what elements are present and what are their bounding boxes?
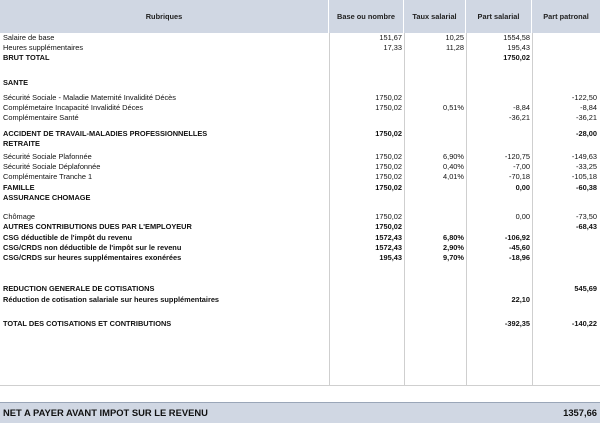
row-taux bbox=[404, 183, 464, 193]
row-taux bbox=[404, 295, 464, 305]
net-pay-row bbox=[0, 402, 600, 423]
row-label: CSG/CRDS sur heures supplémentaires exonérées bbox=[3, 253, 182, 262]
row-base bbox=[330, 139, 402, 149]
table-row bbox=[0, 103, 600, 113]
row-part-salarial: -7,00 bbox=[513, 162, 530, 171]
table-row bbox=[0, 222, 600, 232]
row-base: 1750,02 bbox=[375, 93, 402, 102]
row-part-salarial: -8,84 bbox=[513, 103, 530, 112]
row-part-patronal: -73,50 bbox=[576, 212, 597, 221]
table-row bbox=[0, 193, 600, 203]
row-taux bbox=[404, 64, 464, 74]
row-taux bbox=[404, 139, 464, 149]
table-row bbox=[0, 172, 600, 182]
row-part-salarial: -36,21 bbox=[509, 113, 530, 122]
row-taux bbox=[404, 193, 464, 203]
table-row bbox=[0, 113, 600, 123]
row-label bbox=[3, 64, 328, 74]
row-label: REDUCTION GENERALE DE COTISATIONS bbox=[3, 284, 155, 293]
row-base: 1750,02 bbox=[375, 103, 402, 112]
table-header bbox=[0, 0, 600, 33]
row-label: Salaire de base bbox=[3, 33, 55, 42]
row-part-salarial bbox=[466, 307, 530, 317]
row-label: Chômage bbox=[3, 212, 36, 221]
row-part-salarial bbox=[466, 222, 530, 232]
row-part-patronal: -33,25 bbox=[576, 162, 597, 171]
row-part-salarial: -106,92 bbox=[504, 233, 530, 242]
row-part-patronal bbox=[532, 243, 597, 253]
table-row bbox=[0, 284, 600, 294]
row-base: 1750,02 bbox=[375, 222, 402, 231]
row-part-salarial: -120,75 bbox=[504, 152, 530, 161]
row-part-patronal bbox=[532, 266, 597, 276]
row-label bbox=[3, 266, 328, 276]
row-part-salarial: -70,18 bbox=[509, 172, 530, 181]
row-base bbox=[330, 295, 402, 305]
row-part-patronal bbox=[532, 64, 597, 74]
row-part-salarial bbox=[466, 64, 530, 74]
table-row bbox=[0, 266, 600, 276]
table-row bbox=[0, 139, 600, 149]
row-part-patronal: 545,69 bbox=[574, 284, 597, 293]
row-base bbox=[330, 113, 402, 123]
table-row bbox=[0, 152, 600, 162]
row-taux bbox=[404, 53, 464, 63]
row-base bbox=[330, 193, 402, 203]
row-taux bbox=[404, 222, 464, 232]
table-row bbox=[0, 233, 600, 243]
row-label bbox=[3, 307, 328, 317]
row-part-patronal bbox=[532, 193, 597, 203]
table-row bbox=[0, 319, 600, 329]
table-row bbox=[0, 243, 600, 253]
row-taux: 10,25 bbox=[445, 33, 464, 42]
row-base: 151,67 bbox=[379, 33, 402, 42]
row-taux bbox=[404, 129, 464, 139]
row-base: 1572,43 bbox=[375, 233, 402, 242]
row-label: Sécurité Sociale - Maladie Maternité Invalidité Décès bbox=[3, 93, 176, 102]
row-part-salarial: 22,10 bbox=[511, 295, 530, 304]
row-base: 1750,02 bbox=[375, 129, 402, 138]
row-taux: 6,90% bbox=[443, 152, 464, 161]
row-part-patronal bbox=[532, 295, 597, 305]
row-label: FAMILLE bbox=[3, 183, 35, 192]
row-base bbox=[330, 266, 402, 276]
row-base: 1750,02 bbox=[375, 152, 402, 161]
row-label: Sécurité Sociale Plafonnée bbox=[3, 152, 92, 161]
row-part-salarial bbox=[466, 284, 530, 294]
row-base bbox=[330, 78, 402, 88]
header-base: Base ou nombre bbox=[329, 0, 403, 33]
row-part-salarial bbox=[466, 129, 530, 139]
row-base: 1750,02 bbox=[375, 162, 402, 171]
row-part-salarial: 0,00 bbox=[515, 212, 530, 221]
row-label: Complémentaire Tranche 1 bbox=[3, 172, 93, 181]
header-taux: Taux salarial bbox=[404, 0, 465, 33]
row-part-patronal bbox=[532, 78, 597, 88]
row-label: AUTRES CONTRIBUTIONS DUES PAR L'EMPLOYEUR bbox=[3, 222, 192, 231]
row-label: TOTAL DES COTISATIONS ET CONTRIBUTIONS bbox=[3, 319, 172, 328]
row-label: Heures supplémentaires bbox=[3, 43, 84, 52]
row-base: 195,43 bbox=[379, 253, 402, 262]
row-part-salarial: 0,00 bbox=[515, 183, 530, 192]
table-row bbox=[0, 78, 600, 88]
row-part-patronal: -60,38 bbox=[576, 183, 597, 192]
row-base bbox=[330, 64, 402, 74]
row-taux bbox=[404, 266, 464, 276]
row-part-patronal bbox=[532, 139, 597, 149]
header-part-patronal: Part patronal bbox=[532, 0, 600, 33]
row-part-patronal: -122,50 bbox=[571, 93, 597, 102]
header-part-salarial: Part salarial bbox=[466, 0, 531, 33]
row-label: BRUT TOTAL bbox=[3, 53, 50, 62]
table-row bbox=[0, 295, 600, 305]
table-row bbox=[0, 307, 600, 317]
row-part-patronal bbox=[532, 233, 597, 243]
row-part-salarial: -45,60 bbox=[509, 243, 530, 252]
row-base bbox=[330, 284, 402, 294]
row-base bbox=[330, 307, 402, 317]
row-part-salarial: 1750,02 bbox=[503, 53, 530, 62]
header-rubriques: Rubriques bbox=[0, 0, 328, 33]
row-part-patronal: -8,84 bbox=[580, 103, 597, 112]
row-label: SANTE bbox=[3, 78, 29, 87]
row-part-patronal bbox=[532, 307, 597, 317]
row-label: Réduction de cotisation salariale sur heures supplémentaires bbox=[3, 295, 220, 304]
row-base: 17,33 bbox=[383, 43, 402, 52]
row-taux bbox=[404, 212, 464, 222]
row-taux: 9,70% bbox=[443, 253, 464, 262]
row-label: Sécurité Sociale Déplafonnée bbox=[3, 162, 101, 171]
row-part-salarial bbox=[466, 193, 530, 203]
row-base bbox=[330, 319, 402, 329]
row-label: CSG/CRDS non déductible de l'impôt sur le revenu bbox=[3, 243, 182, 252]
row-part-patronal bbox=[532, 53, 597, 63]
row-label: ACCIDENT DE TRAVAIL-MALADIES PROFESSIONNELLES bbox=[3, 129, 208, 138]
table-row bbox=[0, 53, 600, 63]
row-part-salarial bbox=[466, 139, 530, 149]
row-part-salarial: -392,35 bbox=[504, 319, 530, 328]
table-row bbox=[0, 162, 600, 172]
row-part-patronal: -28,00 bbox=[576, 129, 597, 138]
row-part-salarial: 195,43 bbox=[507, 43, 530, 52]
row-base bbox=[330, 53, 402, 63]
row-base: 1750,02 bbox=[375, 212, 402, 221]
row-part-salarial bbox=[466, 93, 530, 103]
row-label: Complémetaire Incapacité Invalidité Déces bbox=[3, 103, 144, 112]
row-taux bbox=[404, 113, 464, 123]
row-taux bbox=[404, 319, 464, 329]
row-label: ASSURANCE CHOMAGE bbox=[3, 193, 91, 202]
row-part-salarial: 1554,58 bbox=[503, 33, 530, 42]
row-part-patronal bbox=[532, 43, 597, 53]
row-part-patronal: -68,43 bbox=[576, 222, 597, 231]
row-base: 1750,02 bbox=[375, 183, 402, 192]
row-part-patronal bbox=[532, 253, 597, 263]
row-label: CSG déductible de l'impôt du revenu bbox=[3, 233, 133, 242]
row-part-salarial: -18,96 bbox=[509, 253, 530, 262]
table-bottom-border bbox=[0, 385, 600, 386]
row-taux bbox=[404, 307, 464, 317]
table-row bbox=[0, 183, 600, 193]
row-taux: 4,01% bbox=[443, 172, 464, 181]
row-taux: 11,28 bbox=[446, 43, 464, 52]
table-row bbox=[0, 253, 600, 263]
row-part-patronal: -36,21 bbox=[576, 113, 597, 122]
table-row bbox=[0, 33, 600, 43]
row-part-salarial bbox=[466, 266, 530, 276]
row-taux bbox=[404, 78, 464, 88]
table-row bbox=[0, 212, 600, 222]
row-taux: 6,80% bbox=[443, 233, 464, 242]
row-taux bbox=[404, 284, 464, 294]
table-row bbox=[0, 64, 600, 74]
row-label: RETRAITE bbox=[3, 139, 40, 148]
row-part-patronal: -105,18 bbox=[571, 172, 597, 181]
row-part-patronal: -149,63 bbox=[571, 152, 597, 161]
row-part-patronal bbox=[532, 33, 597, 43]
net-pay-label: NET A PAYER AVANT IMPOT SUR LE REVENU bbox=[3, 407, 208, 418]
row-taux: 0,40% bbox=[443, 162, 464, 171]
row-taux bbox=[404, 93, 464, 103]
row-part-salarial bbox=[466, 78, 530, 88]
row-base: 1750,02 bbox=[375, 172, 402, 181]
row-taux: 2,90% bbox=[443, 243, 464, 252]
table-row bbox=[0, 129, 600, 139]
row-base: 1572,43 bbox=[375, 243, 402, 252]
table-row bbox=[0, 43, 600, 53]
row-label: Complémentaire Santé bbox=[3, 113, 79, 122]
table-row bbox=[0, 93, 600, 103]
net-pay-value: 1357,66 bbox=[563, 407, 597, 418]
row-part-patronal: -140,22 bbox=[571, 319, 597, 328]
row-taux: 0,51% bbox=[443, 103, 464, 112]
